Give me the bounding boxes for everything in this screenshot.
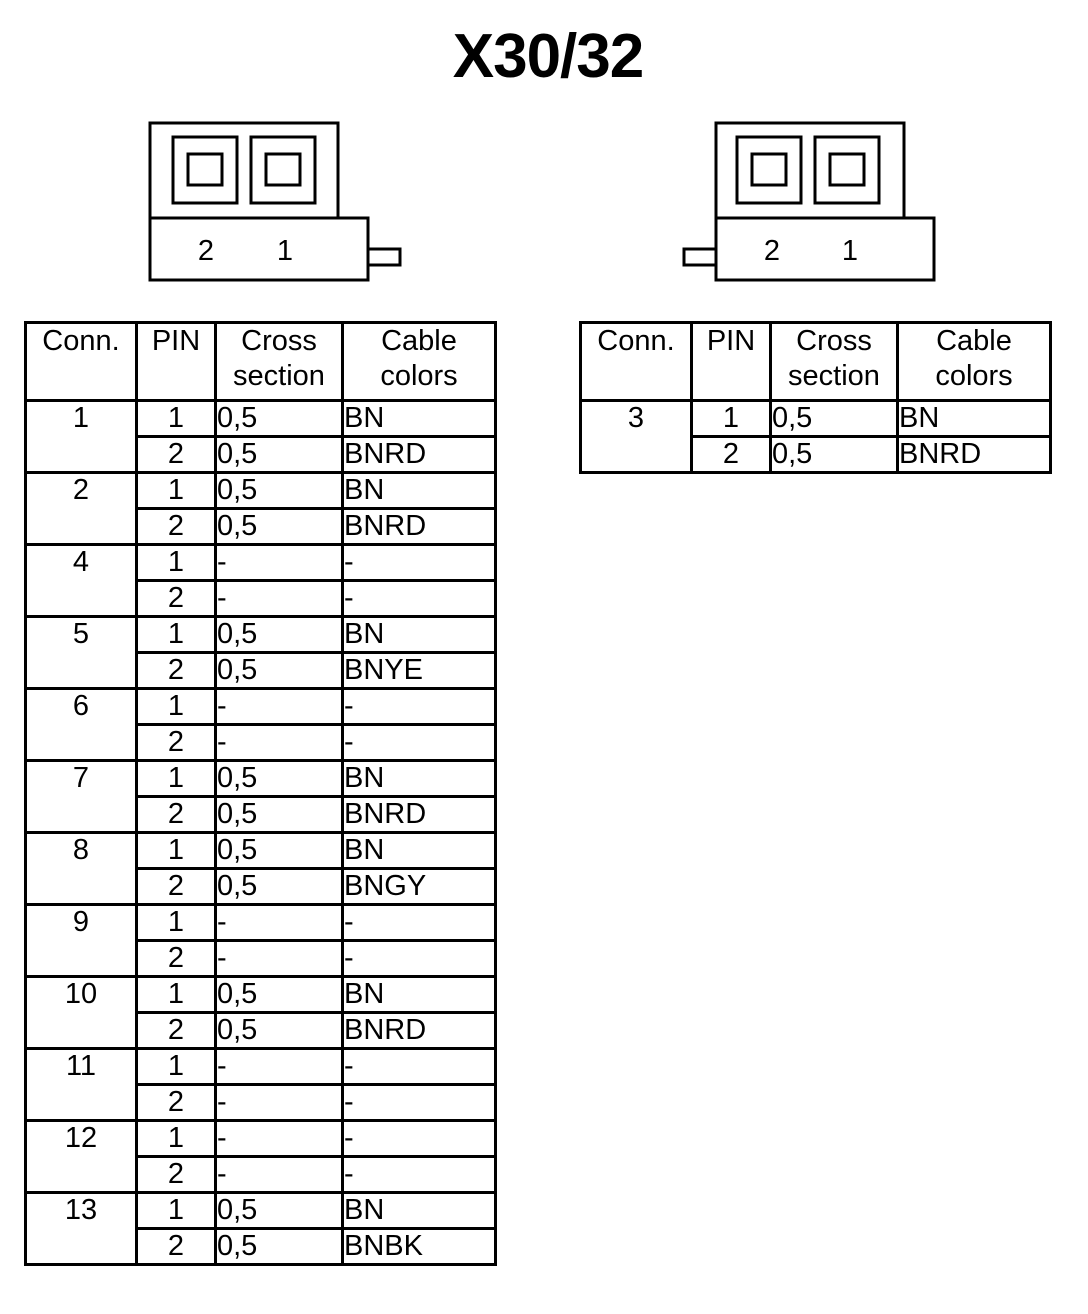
connector-latch-icon [684, 249, 716, 265]
table-row [26, 401, 496, 437]
pin-cavity-1-inner [830, 154, 864, 185]
cable-color-cell: BN [343, 833, 496, 869]
pin-number-cell: 2 [137, 725, 216, 761]
table-header-row [581, 323, 1051, 401]
cable-color-cell: BNYE [343, 653, 496, 689]
pin-number-cell: 1 [137, 545, 216, 581]
pin-number-cell: 2 [137, 437, 216, 473]
pin-cavity-1-outer [815, 137, 879, 203]
cross-section-cell: 0,5 [216, 833, 343, 869]
conn-number-cell: 8 [26, 833, 137, 905]
cable-color-cell: - [343, 545, 496, 581]
pin-label: 2 [197, 235, 215, 267]
table-header-row [26, 323, 496, 401]
cable-color-cell: BNRD [343, 797, 496, 833]
cable-color-cell: BN [343, 401, 496, 437]
cross-section-cell: 0,5 [216, 1229, 343, 1265]
header-pin: PIN [692, 323, 771, 401]
pin-number-cell: 1 [137, 905, 216, 941]
pin-number-cell: 1 [137, 1049, 216, 1085]
cross-section-cell: - [216, 725, 343, 761]
conn-number-cell: 9 [26, 905, 137, 977]
cross-section-cell: - [216, 689, 343, 725]
pin-number-cell: 2 [137, 1013, 216, 1049]
cable-color-cell: BN [343, 977, 496, 1013]
cross-section-cell: - [216, 545, 343, 581]
pin-label: 1 [276, 235, 294, 267]
cable-color-cell: BN [343, 617, 496, 653]
cross-section-cell: 0,5 [216, 509, 343, 545]
cross-section-cell: 0,5 [216, 437, 343, 473]
cross-section-cell: 0,5 [771, 401, 898, 437]
cross-section-cell: 0,5 [216, 617, 343, 653]
cable-color-cell: BNRD [898, 437, 1051, 473]
pin-label: 2 [763, 235, 781, 267]
pin-number-cell: 1 [137, 833, 216, 869]
cross-section-cell: 0,5 [216, 1013, 343, 1049]
cross-section-cell: 0,5 [216, 977, 343, 1013]
table-row [26, 977, 496, 1013]
cross-section-cell: 0,5 [216, 473, 343, 509]
cross-section-cell: - [216, 1049, 343, 1085]
pin-number-cell: 2 [137, 1229, 216, 1265]
cable-color-cell: BNRD [343, 437, 496, 473]
pin-number-cell: 2 [137, 653, 216, 689]
connector-diagram-left [140, 118, 410, 288]
cable-color-cell: - [343, 581, 496, 617]
conn-number-cell: 10 [26, 977, 137, 1049]
cross-section-cell: - [216, 1085, 343, 1121]
header-cable-colors: Cable colors [898, 323, 1051, 401]
pin-number-cell: 1 [137, 1121, 216, 1157]
conn-number-cell: 2 [26, 473, 137, 545]
cross-section-cell: 0,5 [216, 653, 343, 689]
cross-section-cell: 0,5 [216, 869, 343, 905]
table-body [581, 401, 1051, 473]
pin-number-cell: 1 [137, 473, 216, 509]
conn-number-cell: 1 [26, 401, 137, 473]
cable-color-cell: - [343, 1121, 496, 1157]
conn-number-cell: 3 [581, 401, 692, 473]
cable-color-cell: BNRD [343, 1013, 496, 1049]
cable-color-cell: BN [343, 761, 496, 797]
pin-number-cell: 2 [137, 941, 216, 977]
table-row [26, 473, 496, 509]
cable-color-cell: - [343, 1085, 496, 1121]
pin-assignment-table-left [24, 321, 497, 1266]
pin-cavity-1-outer [251, 137, 315, 203]
pin-number-cell: 2 [137, 1157, 216, 1193]
cross-section-cell: - [216, 581, 343, 617]
header-cross-section: Cross section [771, 323, 898, 401]
conn-number-cell: 7 [26, 761, 137, 833]
pin-number-cell: 2 [137, 581, 216, 617]
cross-section-cell: 0,5 [216, 797, 343, 833]
header-cable-colors: Cable colors [343, 323, 496, 401]
pin-number-cell: 1 [137, 977, 216, 1013]
cable-color-cell: - [343, 941, 496, 977]
conn-number-cell: 4 [26, 545, 137, 617]
connector-housing-body [150, 218, 368, 280]
cable-color-cell: - [343, 689, 496, 725]
cross-section-cell: 0,5 [216, 761, 343, 797]
conn-number-cell: 12 [26, 1121, 137, 1193]
cross-section-cell: - [216, 1157, 343, 1193]
cross-section-cell: 0,5 [771, 437, 898, 473]
conn-number-cell: 13 [26, 1193, 137, 1265]
cable-color-cell: BNGY [343, 869, 496, 905]
conn-number-cell: 6 [26, 689, 137, 761]
pin-cavity-2-outer [173, 137, 237, 203]
diagram-title: X30/32 [452, 22, 644, 91]
table-row [26, 833, 496, 869]
table-row [26, 617, 496, 653]
table-row [26, 761, 496, 797]
pin-number-cell: 1 [137, 689, 216, 725]
table-row [26, 1049, 496, 1085]
cable-color-cell: BN [898, 401, 1051, 437]
connector-housing-body [716, 218, 934, 280]
table-row [26, 1121, 496, 1157]
pin-number-cell: 2 [137, 869, 216, 905]
pin-assignment-table-right [579, 321, 1052, 474]
header-conn: Conn. [26, 323, 137, 401]
cross-section-cell: - [216, 905, 343, 941]
table-row [26, 545, 496, 581]
header-cross-section: Cross section [216, 323, 343, 401]
header-conn: Conn. [581, 323, 692, 401]
cable-color-cell: - [343, 905, 496, 941]
cable-color-cell: - [343, 1157, 496, 1193]
pin-number-cell: 1 [137, 761, 216, 797]
header-pin: PIN [137, 323, 216, 401]
conn-number-cell: 5 [26, 617, 137, 689]
cable-color-cell: BN [343, 1193, 496, 1229]
pin-number-cell: 2 [137, 797, 216, 833]
pin-cavity-2-outer [737, 137, 801, 203]
table-row [26, 905, 496, 941]
pin-number-cell: 1 [137, 401, 216, 437]
table-body [26, 401, 496, 1265]
pin-cavity-1-inner [266, 154, 300, 185]
cable-color-cell: BN [343, 473, 496, 509]
pin-number-cell: 1 [137, 1193, 216, 1229]
cable-color-cell: - [343, 725, 496, 761]
pin-number-cell: 2 [137, 1085, 216, 1121]
connector-latch-icon [368, 249, 400, 265]
pin-number-cell: 2 [692, 437, 771, 473]
pin-number-cell: 1 [692, 401, 771, 437]
table-row [26, 1193, 496, 1229]
table-row [581, 401, 1051, 437]
conn-number-cell: 11 [26, 1049, 137, 1121]
cable-color-cell: BNBK [343, 1229, 496, 1265]
pin-label: 1 [841, 235, 859, 267]
cross-section-cell: - [216, 1121, 343, 1157]
pin-number-cell: 1 [137, 617, 216, 653]
cable-color-cell: - [343, 1049, 496, 1085]
connector-diagram-right [676, 118, 946, 288]
cable-color-cell: BNRD [343, 509, 496, 545]
cross-section-cell: - [216, 941, 343, 977]
cross-section-cell: 0,5 [216, 401, 343, 437]
table-row [26, 689, 496, 725]
pin-cavity-2-inner [188, 154, 222, 185]
pin-number-cell: 2 [137, 509, 216, 545]
cross-section-cell: 0,5 [216, 1193, 343, 1229]
pin-cavity-2-inner [752, 154, 786, 185]
